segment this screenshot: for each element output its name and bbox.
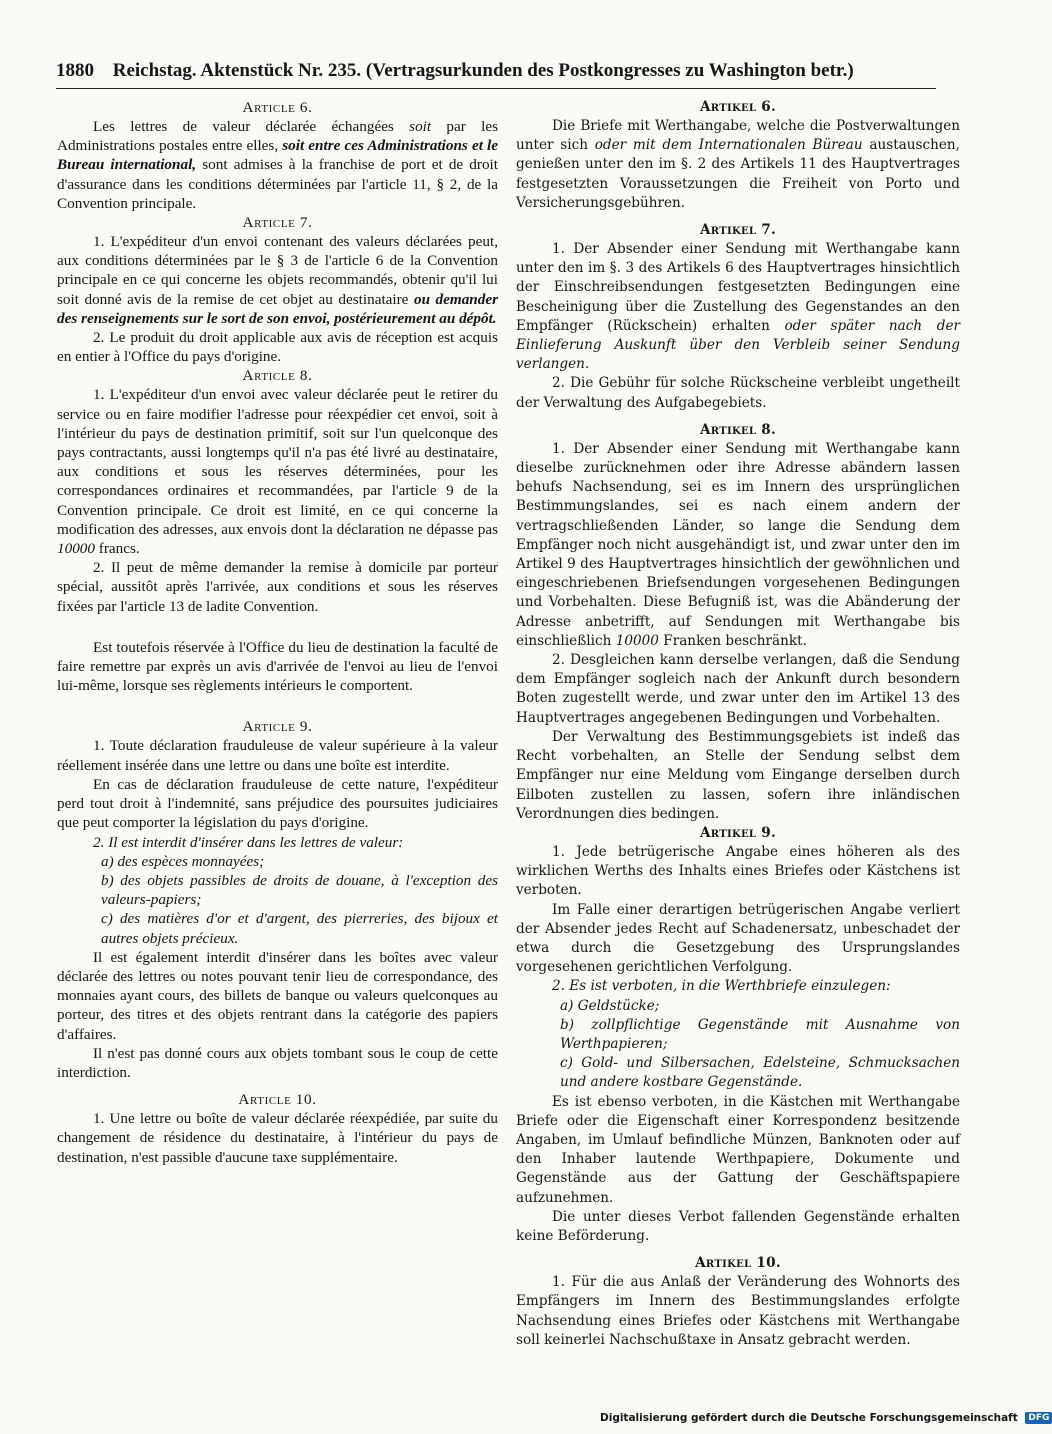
artikel-6-heading: Artikel 6. — [699, 99, 777, 115]
artikel-7-paragraph-2: 2. Die Gebühr für solche Rückscheine verbleibt ungetheilt der Verwaltung des Aufgabegebiets. — [516, 375, 960, 411]
article-8-heading: Article 8. — [242, 367, 313, 385]
running-title: Reichstag. Aktenstück Nr. 235. (Vertragsurkunden des Postkongresses zu Washington betr.) — [112, 60, 854, 81]
article-9-paragraph-3: 2. Il est interdit d'insérer dans les lettres de valeur: — [93, 833, 404, 851]
artikel-9-paragraph-5: Die unter dieses Verbot fallenden Gegenstände erhalten keine Beförderung. — [516, 1208, 960, 1244]
page-header — [56, 58, 936, 89]
article-7-paragraph-1: 1. L'expéditeur d'un envoi contenant des valeurs déclarées peut, aux conditions déterminées par le § 3 de l'article 6 de la Convention principale en ce qui concerne les objets recommandés, obtenir qu'il lui soit donné avis de la remise de cet objet au destinataire ou demander des renseignements sur le sort de son envoi, postérieurement au dépôt. — [57, 233, 498, 327]
artikel-8-paragraph-1: 1. Der Absender einer Sendung mit Werthangabe kann dieselbe zurücknehmen oder ihre Adresse abändern lassen behufs Nachsendung, sei es im Innern des ursprünglichen Bestimmungslandes, sei es nach einem andern der vertragschließenden Länder, so lange die Sendung dem Empfänger noch nicht ausgehändigt ist, und zwar unter den im Artikel 9 des Hauptvertrages hinsichtlich der gewöhnlichen und eingeschriebenen Briefsendungen vorgesehenen Bedingungen und Vorbehalten. Diese Befugniß ist, was die Abänderung der Adresse anbetrifft, auf Sendungen mit Werthangabe bis einschließlich 10000 Franken beschränkt. — [516, 440, 960, 649]
article-9-paragraph-4: Il est également interdit d'insérer dans les boîtes avec valeur déclarée des lettres ou notes pouvant tenir lieu de correspondance, des monnaies ayant cours, des billets de banque ou valeurs quelconques au porteur, des titres et des objets rentrant dans la catégorie des papiers d'affaires. — [57, 948, 498, 1043]
artikel-7-paragraph-1: 1. Der Absender einer Sendung mit Werthangabe kann unter den im §. 3 des Artikels 6 des Hauptvertrages hinsichtlich der Einschreibsendungen festgesetzten Bedingungen eine Bescheinigung über die Zustellung des Gegenstandes an den Empfänger (Rückschein) erhalten oder später nach der Einlieferung Auskunft über den Verbleib seiner Sendung verlangen. — [516, 241, 960, 373]
artikel-7-heading: Artikel 7. — [699, 222, 777, 239]
dfg-logo: DFG — [1025, 1412, 1052, 1424]
artikel-8-heading: Artikel 8. — [699, 421, 777, 438]
article-7-heading: Article 7. — [242, 214, 313, 232]
artikel-9-paragraph-2: Im Falle einer derartigen betrügerischen Angabe verliert der Absender jedes Recht auf Schadenersatz, unbeschadet der etwa durch die Gesetzgebung des Ursprungslandes vorgesehenen gerichtlichen Verfolgung. — [516, 901, 960, 976]
artikel-8-paragraph-2: 2. Desgleichen kann derselbe verlangen, daß die Sendung dem Empfänger sogleich nach der Ankunft durch besondern Boten zugestellt werde, und zwar unter den im Artikel 13 des Hauptvertrages angegebenen Bedingungen und Vorbehalten. — [516, 652, 960, 726]
artikel-9-item-c: c) Gold- und Silbersachen, Edelsteine, Schmucksachen und andere kostbare Gegenstände. — [560, 1055, 960, 1091]
article-6-paragraph: Les lettres de valeur déclarée échangées soit par les Administrations postales entre elles, soit entre ces Administrations et le Bureau international, sont admises à la franchise de port et de droit d'assurance dans les conditions déterminées par l'article 11, § 2, de la Convention principale. — [57, 118, 498, 212]
artikel-9-paragraph-3: 2. Es ist verboten, in die Werthbriefe einzulegen: — [552, 978, 891, 995]
digitization-credit — [600, 1412, 1050, 1430]
artikel-10-paragraph-1: 1. Für die aus Anlaß der Veränderung des Wohnorts des Empfängers im Innern des Bestimmungslandes erfolgte Nachsendung eines Briefes oder Kästchens mit Werthangabe soll keinerlei Nachschußtaxe in Ansatz gebracht werden. — [516, 1274, 960, 1348]
credit-text: Digitalisierung gefördert durch die Deutsche Forschungsgemeinschaft — [600, 1412, 1018, 1424]
article-7-paragraph-2: 2. Le produit du droit applicable aux avis de réception est acquis en entier à l'Office du pays d'origine. — [57, 329, 498, 366]
article-9-heading: Article 9. — [242, 718, 313, 736]
article-8-paragraph-3: Est toutefois réservée à l'Office du lieu de destination la faculté de faire remettre par exprès un avis d'arrivée de l'envoi au lieu de l'envoi lui-même, lorsque ses règlements intérieurs le comportent. — [57, 638, 498, 695]
german-column — [516, 98, 960, 1350]
article-9-item-b: b) des objets passibles de droits de douane, à l'exception des valeurs-papiers; — [101, 871, 498, 909]
article-6-heading: Article 6. — [242, 99, 313, 116]
article-8-paragraph-2: 2. Il peut de même demander la remise à domicile par porteur spécial, aussitôt après l'arrivée, aux conditions et sous les réserves fixées par l'article 13 de ladite Convention. — [57, 559, 498, 615]
article-8-paragraph-1: 1. L'expéditeur d'un envoi avec valeur déclarée peut le retirer du service ou en faire modifier l'adresse pour réexpédier cet envoi, soit à l'intérieur du pays de destination primitif, soit sur l'un quelconque des pays contractants, aussi longtemps qu'il n'a pas été livré au destinataire, aux conditions et sous les réserves déterminées, pour les correspondances ordinaires et recommandées, par l'article 9 de la Convention principale. Ce droit est limité, en ce qui concerne la modification des adresses, aux envois dont la déclaration ne dépasse pas 10000 francs. — [57, 386, 498, 558]
article-9-paragraph-5: Il n'est pas donné cours aux objets tombant sous le coup de cette interdiction. — [57, 1044, 498, 1081]
article-10-heading: Article 10. — [238, 1091, 317, 1109]
article-9-item-a: a) des espèces monnayées; — [101, 852, 265, 870]
artikel-9-item-a: a) Geldstücke; — [560, 997, 660, 1014]
artikel-6-paragraph: Die Briefe mit Werthangabe, welche die Postverwaltungen unter sich oder mit dem Internationalen Büreau austauschen, genießen unter den im §. 2 des Artikels 11 des Hauptvertrages festgesetzten Voraussetzungen die Freiheit von Porto und Versicherungsgebühren. — [516, 118, 960, 211]
french-column — [57, 98, 498, 1167]
artikel-9-item-b: b) zollpflichtige Gegenstände mit Ausnahme von Werthpapieren; — [560, 1016, 960, 1052]
article-10-paragraph-1: 1. Une lettre ou boîte de valeur déclarée réexpédiée, par suite du changement de résidence du destinataire, à l'intérieur du pays de destination, n'est passible d'aucune taxe supplémentaire. — [57, 1110, 498, 1166]
artikel-9-paragraph-4: Es ist ebenso verboten, in die Kästchen mit Werthangabe Briefe oder die Eigenschaft einer Korrespondenz besitzende Angaben, im Umlauf befindliche Münzen, Banknoten oder auf den Inhaber lautende Werthpapiere, Dokumente und Gegenstände aus der Gattung der Geschäftspapiere aufzunehmen. — [516, 1093, 960, 1206]
artikel-10-heading: Artikel 10. — [695, 1255, 781, 1272]
page-number: 1880 — [56, 60, 94, 81]
artikel-9-heading: Artikel 9. — [699, 824, 777, 841]
artikel-8-paragraph-3: Der Verwaltung des Bestimmungsgebiets ist indeß das Recht vorbehalten, an Stelle der Sendung selbst dem Empfänger nur eine Meldung vom Eingange derselben durch Eilboten zustellen zu lassen, sofern ihre inländischen Verordnungen dies bedingen. — [516, 728, 960, 822]
article-9-paragraph-1: 1. Toute déclaration frauduleuse de valeur supérieure à la valeur réellement insérée dans une lettre ou dans une boîte est interdite. — [57, 737, 498, 774]
article-9-paragraph-2: En cas de déclaration frauduleuse de cette nature, l'expéditeur perd tout droit à l'indemnité, sans préjudice des poursuites judiciaires que peut comporter la législation du pays d'origine. — [57, 775, 498, 832]
article-9-item-c: c) des matières d'or et d'argent, des pierreries, des bijoux et autres objets précieux. — [101, 910, 498, 947]
artikel-9-paragraph-1: 1. Jede betrügerische Angabe eines höheren als des wirklichen Werths des Inhalts eines Briefes oder Kästchens ist verboten. — [516, 843, 960, 899]
